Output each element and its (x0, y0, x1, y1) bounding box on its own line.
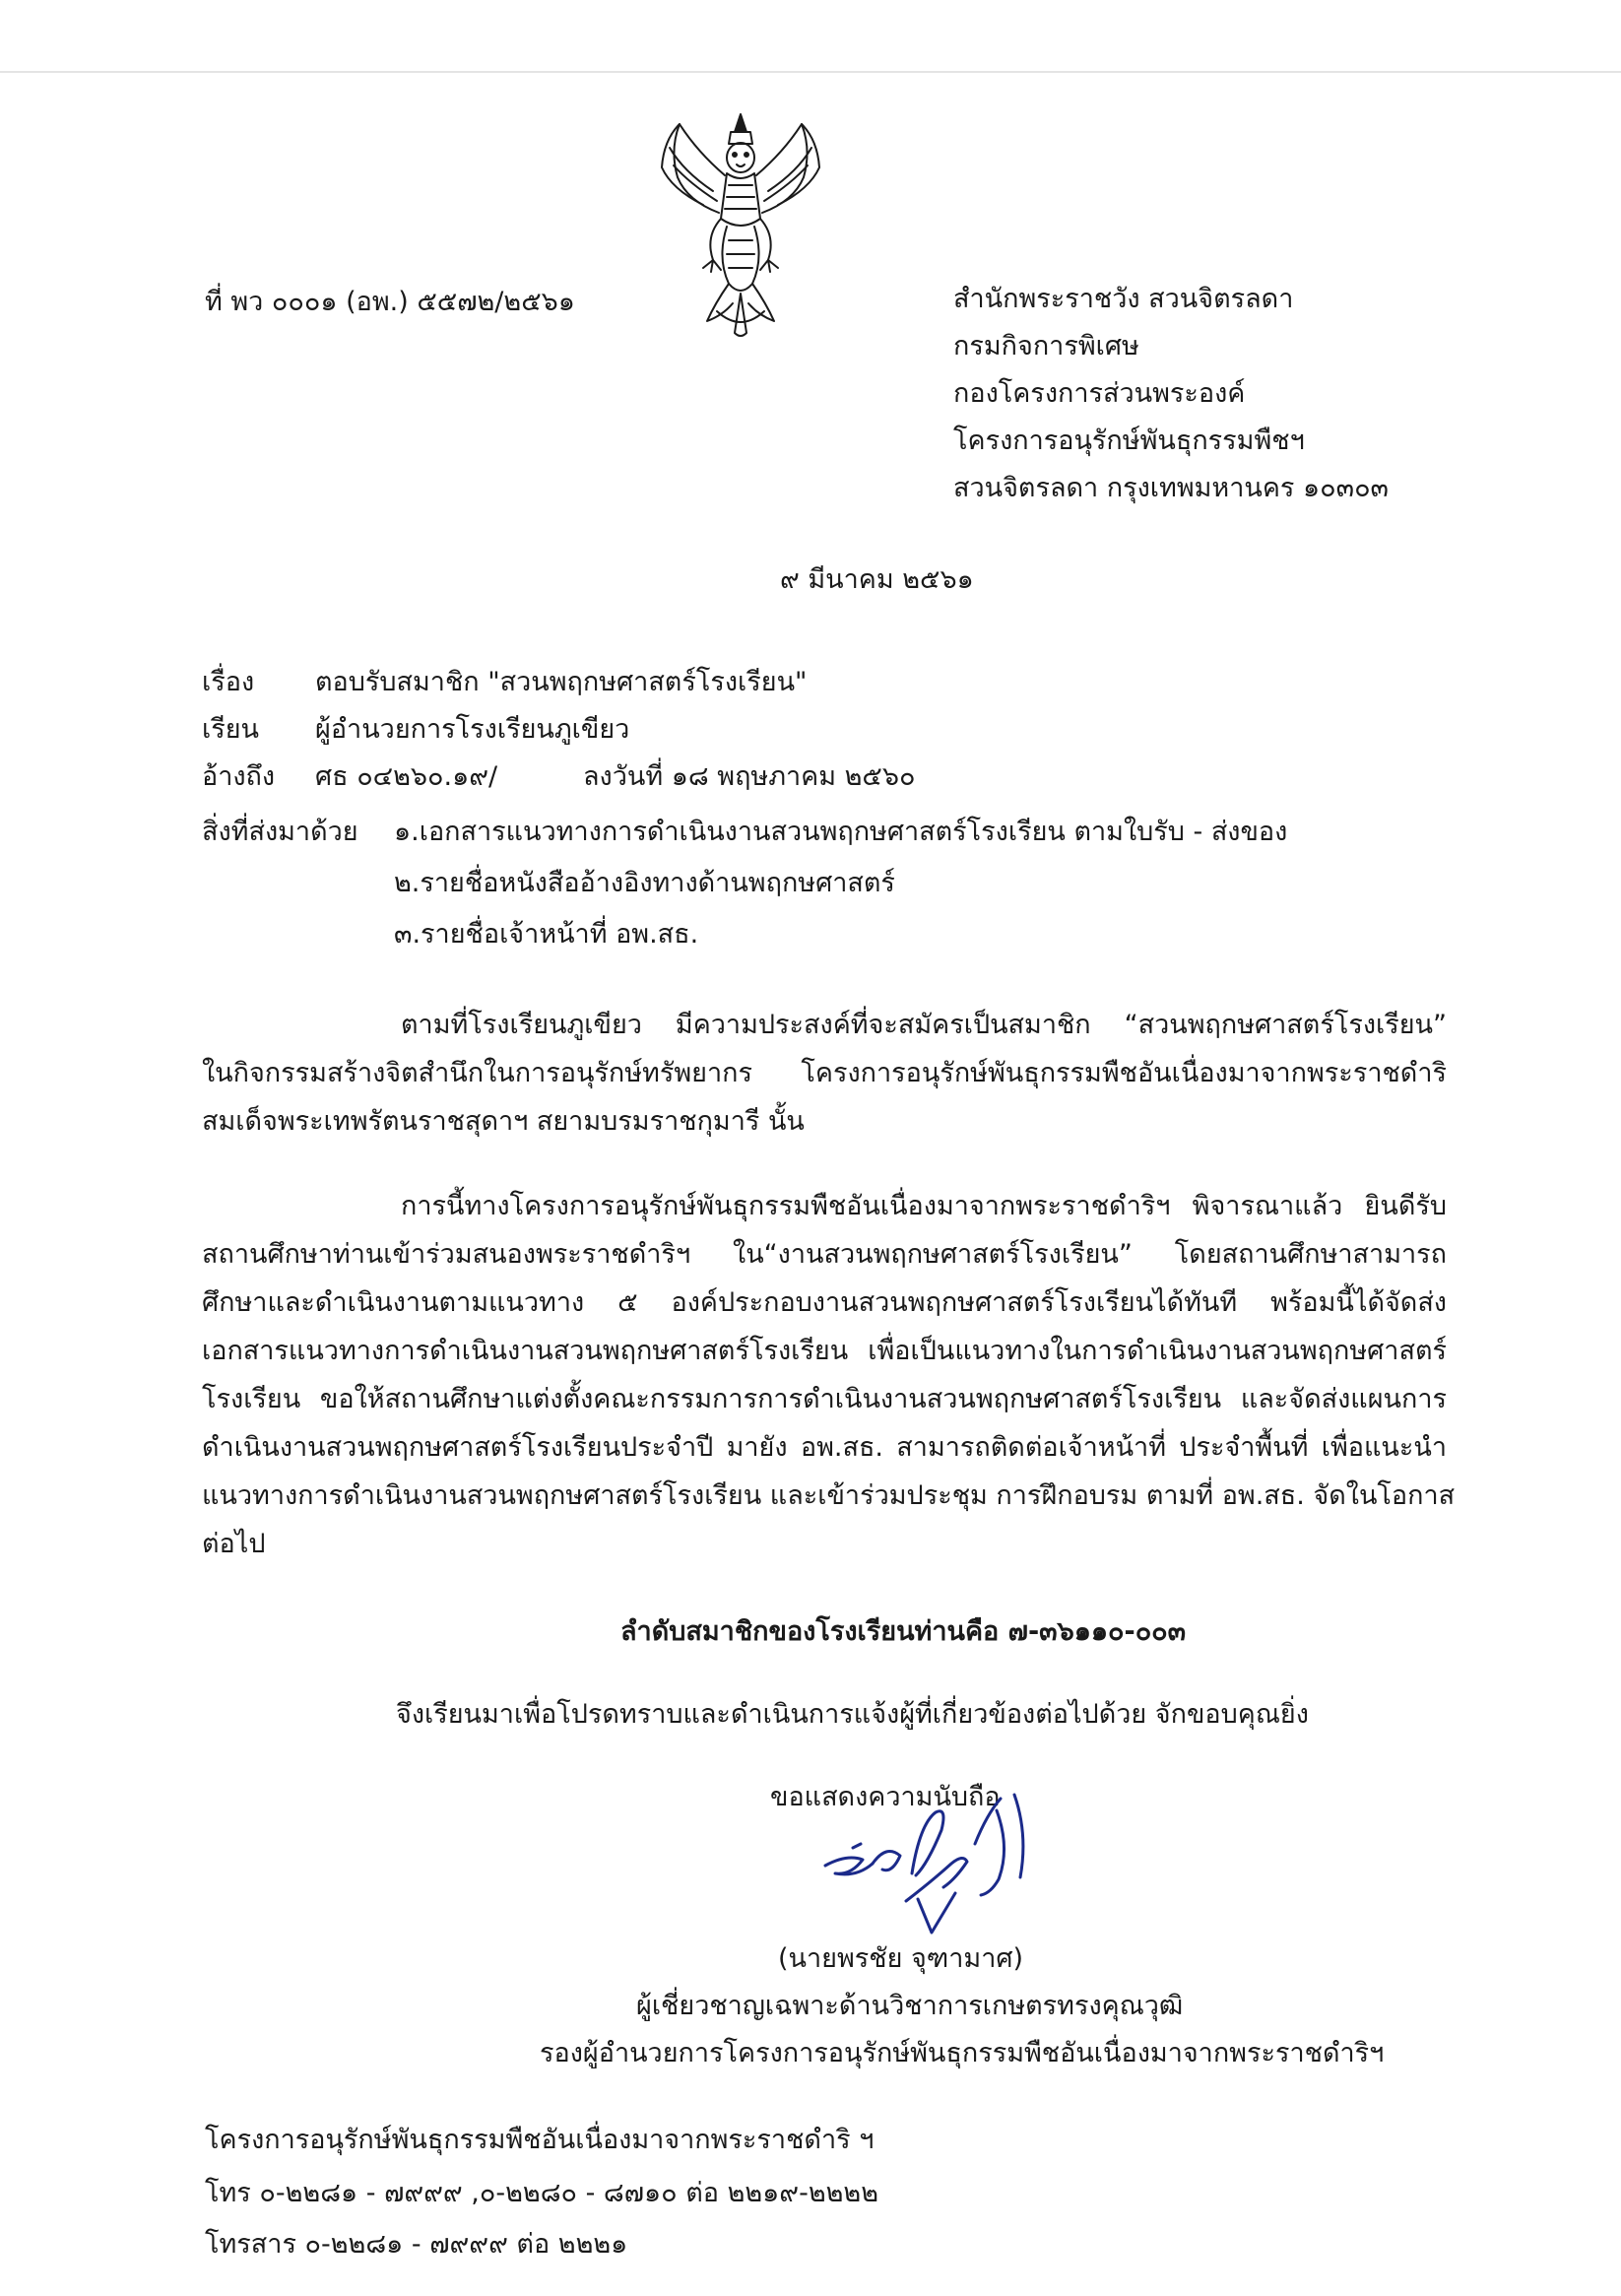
paragraph-line: ศึกษาและดำเนินงานตามแนวทาง ๕ องค์ประกอบงานสวนพฤกษศาสตร์โรงเรียนได้ทันที พร้อมนี้ได้จัดส่ง (202, 1287, 1447, 1318)
paragraph-line: แนวทางการดำเนินงานสวนพฤกษศาสตร์โรงเรียน และเข้าร่วมประชุม การฝึกอบรม ตามที่ อพ.สธ. จัดในโอกาส (202, 1480, 1456, 1511)
sender-address-line: สวนจิตรลดา กรุงเทพมหานคร ๑๐๓๐๓ (953, 473, 1390, 503)
letter-date: ๙ มีนาคม ๒๕๖๑ (780, 564, 974, 595)
signer-position: ผู้เชี่ยวชาญเฉพาะด้านวิชาการเกษตรทรงคุณวุฒิ (636, 1991, 1184, 2021)
paragraph-line: การนี้ทางโครงการอนุรักษ์พันธุกรรมพืชอันเนื่องมาจากพระราชดำริฯ พิจารณาแล้ว ยินดีรับ (401, 1191, 1447, 1221)
paragraph-line: ตามที่โรงเรียนภูเขียว มีความประสงค์ที่จะสมัครเป็นสมาชิก “สวนพฤกษศาสตร์โรงเรียน” (401, 1010, 1447, 1040)
recipient-value: ผู้อำนวยการโรงเรียนภูเขียว (315, 714, 630, 745)
signer-name: (นายพรชัย จุฑามาศ) (778, 1943, 1024, 1974)
enclosure-item: ๓.รายชื่อเจ้าหน้าที่ อพ.สธ. (394, 919, 699, 950)
body-paragraph-2 (202, 1182, 1456, 1568)
letter-reference-number: ที่ พว ๐๐๐๑ (อพ.) ๕๕๗๒/๒๕๖๑ (205, 287, 575, 317)
sender-address-line: กรมกิจการพิเศษ (953, 331, 1139, 361)
page-top-rule (0, 71, 1621, 73)
garuda-emblem-icon (658, 110, 823, 343)
footer-fax: โทรสาร ๐-๒๒๘๑ - ๗๙๙๙ ต่อ ๒๒๒๑ (205, 2229, 628, 2260)
sign-off: ขอแสดงความนับถือ (770, 1782, 1001, 1812)
reference-to-date: ลงวันที่ ๑๘ พฤษภาคม ๒๕๖๐ (583, 761, 916, 792)
subject-value: ตอบรับสมาชิก "สวนพฤกษศาสตร์โรงเรียน" (315, 667, 808, 697)
member-number-line: ลำดับสมาชิกของโรงเรียนท่านคือ ๗-๓๖๑๑๐-๐๐๓ (620, 1616, 1187, 1647)
subject-label: เรื่อง (202, 667, 255, 697)
paragraph-line: สมเด็จพระเทพรัตนราชสุดาฯ สยามบรมราชกุมารี นั้น (202, 1106, 805, 1137)
paragraph-line: ดำเนินงานสวนพฤกษศาสตร์โรงเรียนประจำปี มายัง อพ.สธ. สามารถติดต่อเจ้าหน้าที่ ประจำพื้นที่ เพื่อแนะนำ (202, 1432, 1447, 1463)
closing-sentence: จึงเรียนมาเพื่อโปรดทราบและดำเนินการแจ้งผู้ที่เกี่ยวข้องต่อไปด้วย จักขอบคุณยิ่ง (396, 1699, 1309, 1730)
paragraph-line: ในกิจกรรมสร้างจิตสำนึกในการอนุรักษ์ทรัพยากร โครงการอนุรักษ์พันธุกรรมพืชอันเนื่องมาจากพระราชดำริ (202, 1058, 1447, 1088)
paragraph-line: สถานศึกษาท่านเข้าร่วมสนองพระราชดำริฯ ใน“งานสวนพฤกษศาสตร์โรงเรียน” โดยสถานศึกษาสามารถ (202, 1239, 1447, 1270)
sender-address-line: โครงการอนุรักษ์พันธุกรรมพืชฯ (953, 426, 1305, 456)
enclosures-label: สิ่งที่ส่งมาด้วย (202, 817, 358, 847)
paragraph-line: ต่อไป (202, 1529, 266, 1559)
reference-to-label: อ้างถึง (202, 761, 276, 792)
sender-address-block (953, 276, 1389, 512)
signer-position: รองผู้อำนวยการโครงการอนุรักษ์พันธุกรรมพืชอันเนื่องมาจากพระราชดำริฯ (540, 2038, 1385, 2068)
paragraph-line: เอกสารแนวทางการดำเนินงานสวนพฤกษศาสตร์โรงเรียน เพื่อเป็นแนวทางในการดำเนินงานสวนพฤกษศาสตร์ (202, 1336, 1447, 1366)
paragraph-line: โรงเรียน ขอให้สถานศึกษาแต่งตั้งคณะกรรมการการดำเนินงานสวนพฤกษศาสตร์โรงเรียน และจัดส่งแผนการ (202, 1384, 1447, 1414)
handwritten-signature-icon (817, 1785, 1054, 1942)
enclosure-item: ๑.เอกสารแนวทางการดำเนินงานสวนพฤกษศาสตร์โรงเรียน ตามใบรับ - ส่งของ (394, 817, 1288, 847)
sender-address-line: กองโครงการส่วนพระองค์ (953, 378, 1246, 409)
recipient-label: เรียน (202, 714, 260, 745)
reference-to-code: ศธ ๐๔๒๖๐.๑๙/ (315, 761, 498, 792)
body-paragraph-1 (202, 1001, 1447, 1146)
footer-organization: โครงการอนุรักษ์พันธุกรรมพืชอันเนื่องมาจากพระราชดำริ ฯ (205, 2125, 875, 2155)
footer-phone: โทร ๐-๒๒๘๑ - ๗๙๙๙ ,๐-๒๒๘๐ - ๘๗๑๐ ต่อ ๒๒๑๙-๒๒๒๒ (205, 2178, 879, 2208)
sender-address-line: สำนักพระราชวัง สวนจิตรลดา (953, 284, 1294, 314)
enclosure-item: ๒.รายชื่อหนังสืออ้างอิงทางด้านพฤกษศาสตร์ (394, 868, 895, 898)
